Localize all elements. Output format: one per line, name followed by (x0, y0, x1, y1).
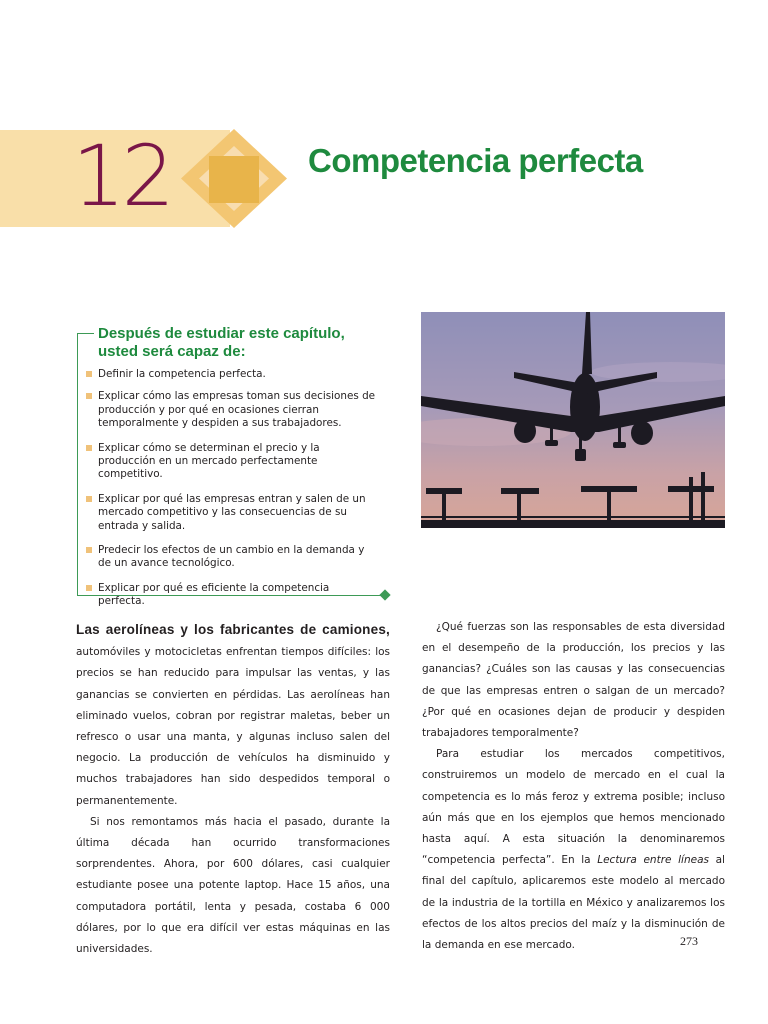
objectives-heading-line2: usted será capaz de: (98, 343, 246, 360)
body-paragraph (76, 619, 390, 812)
body-column-right (422, 617, 725, 956)
objective-text: Explicar por qué es eficiente la competencia perfecta. (98, 581, 330, 608)
body-text-italic: Lectura entre líneas (597, 854, 709, 867)
objective-item (86, 368, 376, 381)
objective-item (86, 390, 376, 430)
airplane-photo (421, 312, 725, 528)
body-text: al final del capítulo, aplicaremos este modelo al mercado de la industria de la tortilla en México y analizaremos los efectos de los altos precios del maíz y la disminución de la demanda en ese mercado. (422, 854, 725, 952)
chapter-title: Competencia perfecta (308, 142, 643, 179)
objective-text: Definir la competencia perfecta. (98, 368, 266, 380)
lead-in: Las aerolíneas y los fabricantes de camiones, (76, 622, 390, 637)
page-number: 273 (680, 934, 698, 948)
objectives-heading (98, 325, 378, 361)
objectives-list (86, 368, 376, 609)
objective-item (86, 544, 376, 571)
square-bullet-icon (86, 371, 92, 377)
square-bullet-icon (86, 585, 92, 591)
body-text: Para estudiar los mercados competitivos, construiremos un modelo de mercado en el cual la competencia es lo más feroz y extrema posible; incluso aún más que en los ejemplos que hemos mencionado hasta aquí. A esta situación la denominaremos “competencia perfecta”. En la (422, 748, 725, 867)
square-bullet-icon (86, 547, 92, 553)
body-paragraph: ¿Qué fuerzas son las responsables de esta diversidad en el desempeño de la producción, los precios y las ganancias? ¿Cuáles son las causas y las consecuencias de que las empresas entren o salgan de un mercado? ¿Por qué en ocasiones dejan de producir y despiden trabajadores temporalmente? (422, 621, 725, 740)
objective-text: Explicar por qué las empresas entran y salen de un mercado competitivo y las consecuencias de su entrada y salida. (98, 492, 366, 532)
objective-text: Explicar cómo se determinan el precio y la producción en un mercado perfectamente competitivo. (98, 441, 320, 481)
objective-text: Explicar cómo las empresas toman sus decisiones de producción y por qué en ocasiones cierran temporalmente y despiden a sus trabajadores. (98, 390, 376, 430)
square-bullet-icon (86, 496, 92, 502)
objective-text: Predecir los efectos de un cambio en la demanda y de un avance tecnológico. (98, 544, 365, 570)
square-bullet-icon (86, 445, 92, 451)
body-text: automóviles y motocicletas enfrentan tiempos difíciles: los precios se han reducido para impulsar las ventas, y las ganancias se convierten en pérdidas. Las aerolíneas han eliminado vuelos, cobran por registrar maletas, beber un refresco o usar una manta, y algunas incluso salen del negocio. La producción de vehículos ha disminuido y muchos trabajadores han sido despedidos temporal o permanentemente. (76, 646, 390, 807)
body-paragraph: Si nos remontamos más hacia el pasado, durante la última década han ocurrido transformaciones sorprendentes. Ahora, por 600 dólares, casi cualquier estudiante posee una potente laptop. Hace 15 años, una computadora portátil, lenta y pesada, costaba 6 000 dólares, por lo que era difícil ver estas máquinas en las universidades. (76, 815, 390, 956)
body-paragraph (422, 744, 725, 956)
objective-item (86, 582, 376, 609)
square-ornament (209, 156, 259, 203)
objectives-box-tick (77, 333, 94, 334)
body-column-left (76, 619, 390, 960)
objective-item (86, 442, 376, 482)
objectives-heading-line1: Después de estudiar este capítulo, (98, 325, 345, 342)
square-bullet-icon (86, 393, 92, 399)
objective-item (86, 493, 376, 533)
chapter-number: 12 (72, 127, 171, 225)
